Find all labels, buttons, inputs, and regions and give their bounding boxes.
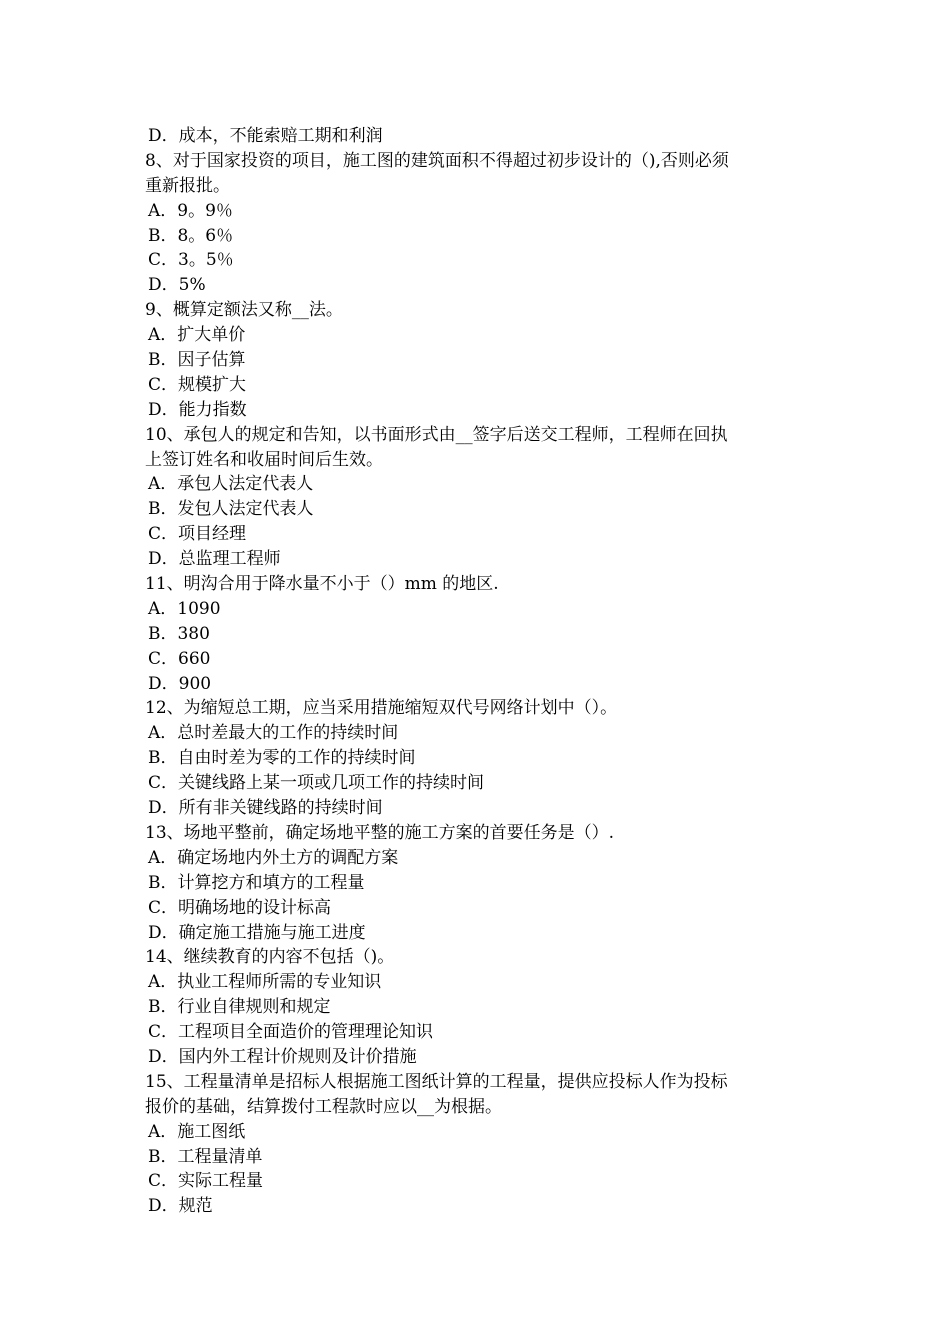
answer-option-line: A．承包人法定代表人 xyxy=(148,474,314,495)
question-text-line: 10、承包人的规定和告知，以书面形式由__签字后送交工程师，工程师在回执 xyxy=(145,424,728,445)
answer-option-line: A．扩大单价 xyxy=(148,325,246,346)
answer-option-line: C．项目经理 xyxy=(148,524,247,545)
answer-option-line: A．9。9％ xyxy=(148,200,233,221)
answer-option-line: A．执业工程师所需的专业知识 xyxy=(148,972,382,993)
question-text-line: 报价的基础，结算拨付工程款时应以__为根据。 xyxy=(145,1096,502,1117)
answer-option-line: B．自由时差为零的工作的持续时间 xyxy=(148,748,416,769)
answer-option-line: A．1090 xyxy=(148,598,221,619)
answer-option-line: C．规模扩大 xyxy=(148,374,247,395)
answer-option-line: C．工程项目全面造价的管理理论知识 xyxy=(148,1022,434,1043)
answer-option-line: D．成本，不能索赔工期和利润 xyxy=(148,126,383,146)
answer-option-line: B．工程量清单 xyxy=(148,1146,263,1167)
answer-option-line: C．660 xyxy=(148,648,211,669)
question-text-line: 14、继续教育的内容不包括（)。 xyxy=(145,947,395,968)
answer-option-line: D．所有非关键线路的持续时间 xyxy=(148,798,383,819)
answer-option-line: D．5% xyxy=(148,275,206,296)
answer-option-line: D．总监理工程师 xyxy=(148,549,281,570)
document-body xyxy=(145,124,815,1219)
answer-option-line: A．确定场地内外土方的调配方案 xyxy=(148,847,399,868)
answer-option-line: D．900 xyxy=(148,673,212,694)
answer-option-line: B．计算挖方和填方的工程量 xyxy=(148,872,365,893)
answer-option-line: D．能力指数 xyxy=(148,399,247,420)
answer-option-line: A．施工图纸 xyxy=(148,1121,246,1142)
question-text-line: 13、场地平整前，确定场地平整的施工方案的首要任务是（）. xyxy=(145,822,615,843)
answer-option-line: B．380 xyxy=(148,623,210,644)
question-text-line: 11、明沟合用于降水量不小于（）mm 的地区. xyxy=(145,574,499,595)
answer-option-line: D．规范 xyxy=(148,1196,213,1217)
answer-option-line: D．确定施工措施与施工进度 xyxy=(148,922,366,943)
answer-option-line: C．实际工程量 xyxy=(148,1171,264,1192)
answer-option-line: C．明确场地的设计标高 xyxy=(148,897,332,918)
answer-option-line: D．国内外工程计价规则及计价措施 xyxy=(148,1046,417,1067)
answer-option-line: B．8。6％ xyxy=(148,225,234,246)
question-text-line: 重新报批。 xyxy=(145,175,230,196)
answer-option-line: A．总时差最大的工作的持续时间 xyxy=(148,723,399,744)
answer-option-line: C．3。5％ xyxy=(148,250,234,271)
question-text-line: 8、对于国家投资的项目，施工图的建筑面积不得超过初步设计的（),否则必须 xyxy=(145,150,729,171)
question-text-line: 9、概算定额法又称__法。 xyxy=(145,300,343,321)
answer-option-line: B．因子估算 xyxy=(148,350,246,371)
question-text-line: 上签订姓名和收届时间后生效。 xyxy=(145,449,383,470)
answer-option-line: B．行业自律规则和规定 xyxy=(148,997,331,1018)
answer-option-line: B．发包人法定代表人 xyxy=(148,499,314,520)
question-text-line: 12、为缩短总工期，应当采用措施缩短双代号网络计划中（）。 xyxy=(145,698,618,719)
answer-option-line: C．关键线路上某一项或几项工作的持续时间 xyxy=(148,773,485,794)
question-text-line: 15、工程量清单是招标人根据施工图纸计算的工程量，提供应投标人作为投标 xyxy=(145,1071,728,1092)
